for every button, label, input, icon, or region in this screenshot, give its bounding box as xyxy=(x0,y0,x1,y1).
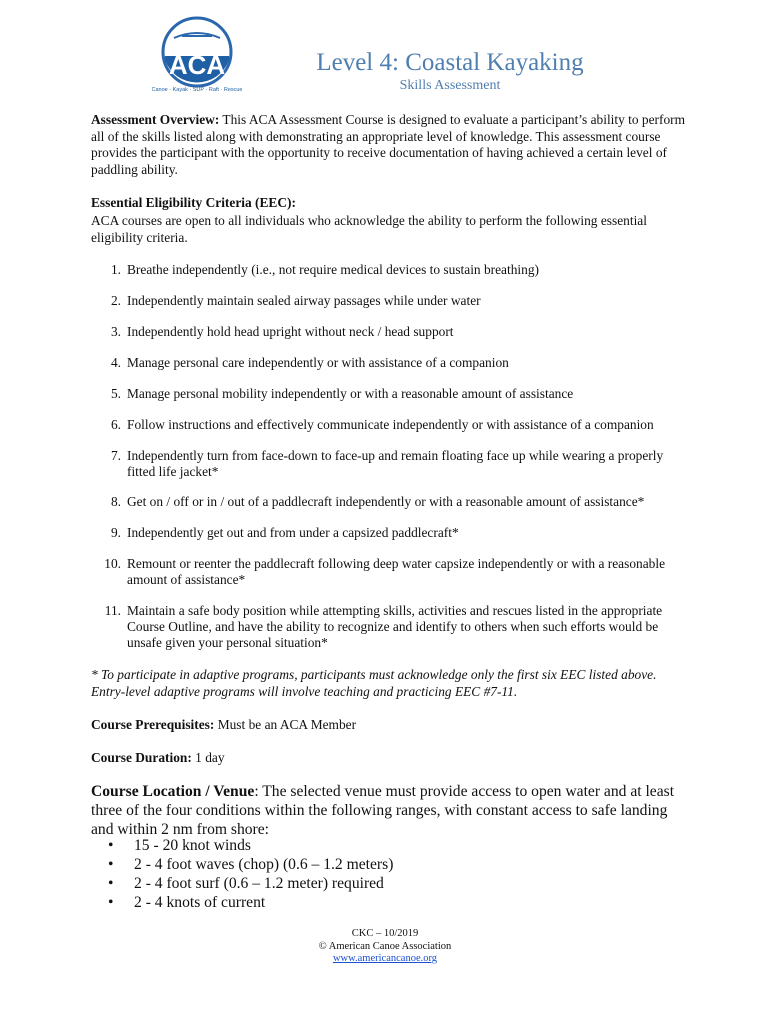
page-title: Level 4: Coastal Kayaking xyxy=(316,49,584,76)
course-location: Course Location / Venue: The selected venue must provide access to open water and at least three of the four conditions within the following ranges, with constant access to safe landing and within 2 nm from shore: xyxy=(91,783,675,838)
eec-intro: ACA courses are open to all individuals who acknowledge the ability to perform the following essential eligibility criteria. xyxy=(91,213,647,245)
aca-logo xyxy=(152,16,242,94)
adaptive-note: * To participate in adaptive programs, participants must acknowledge only the first six EEC listed above. Entry-level adaptive programs will involve teaching and practicing EEC #7-11. xyxy=(91,667,657,699)
list-item: • 15 - 20 knot winds xyxy=(108,837,251,854)
eec-heading: Essential Eligibility Criteria (EEC): xyxy=(91,195,296,210)
logo-text: ACA xyxy=(168,50,226,80)
footer-code: CKC – 10/2019 xyxy=(351,928,419,939)
list-item: • 2 - 4 foot waves (chop) (0.6 – 1.2 meters) xyxy=(108,856,394,873)
footer xyxy=(260,928,510,966)
footer-copyright: © American Canoe Association xyxy=(318,940,452,952)
logo-tagline: Canoe · Kayak · SUP · Raft · Rescue xyxy=(152,87,242,93)
list-item: • 2 - 4 foot surf (0.6 – 1.2 meter) required xyxy=(108,875,384,892)
assessment-overview xyxy=(91,112,691,178)
page-subtitle: Skills Assessment xyxy=(399,78,501,93)
conditions-list xyxy=(108,836,508,912)
overview-label: Assessment Overview: xyxy=(91,112,220,127)
course-duration: Course Duration: 1 day xyxy=(91,750,225,765)
overview-text: This ACA Assessment Course is designed to evaluate a participant’s ability to perform all of the skills listed along with demonstrating an appropriate level of knowledge. This assessment course provides the participant with the opportunity to receive documentation of having achieved a certain level of paddling ability. xyxy=(91,112,686,177)
list-item: • 2 - 4 knots of current xyxy=(108,894,266,911)
website-link[interactable]: www.americancanoe.org xyxy=(332,953,438,964)
course-prerequisites: Course Prerequisites: Must be an ACA Member xyxy=(91,717,357,732)
